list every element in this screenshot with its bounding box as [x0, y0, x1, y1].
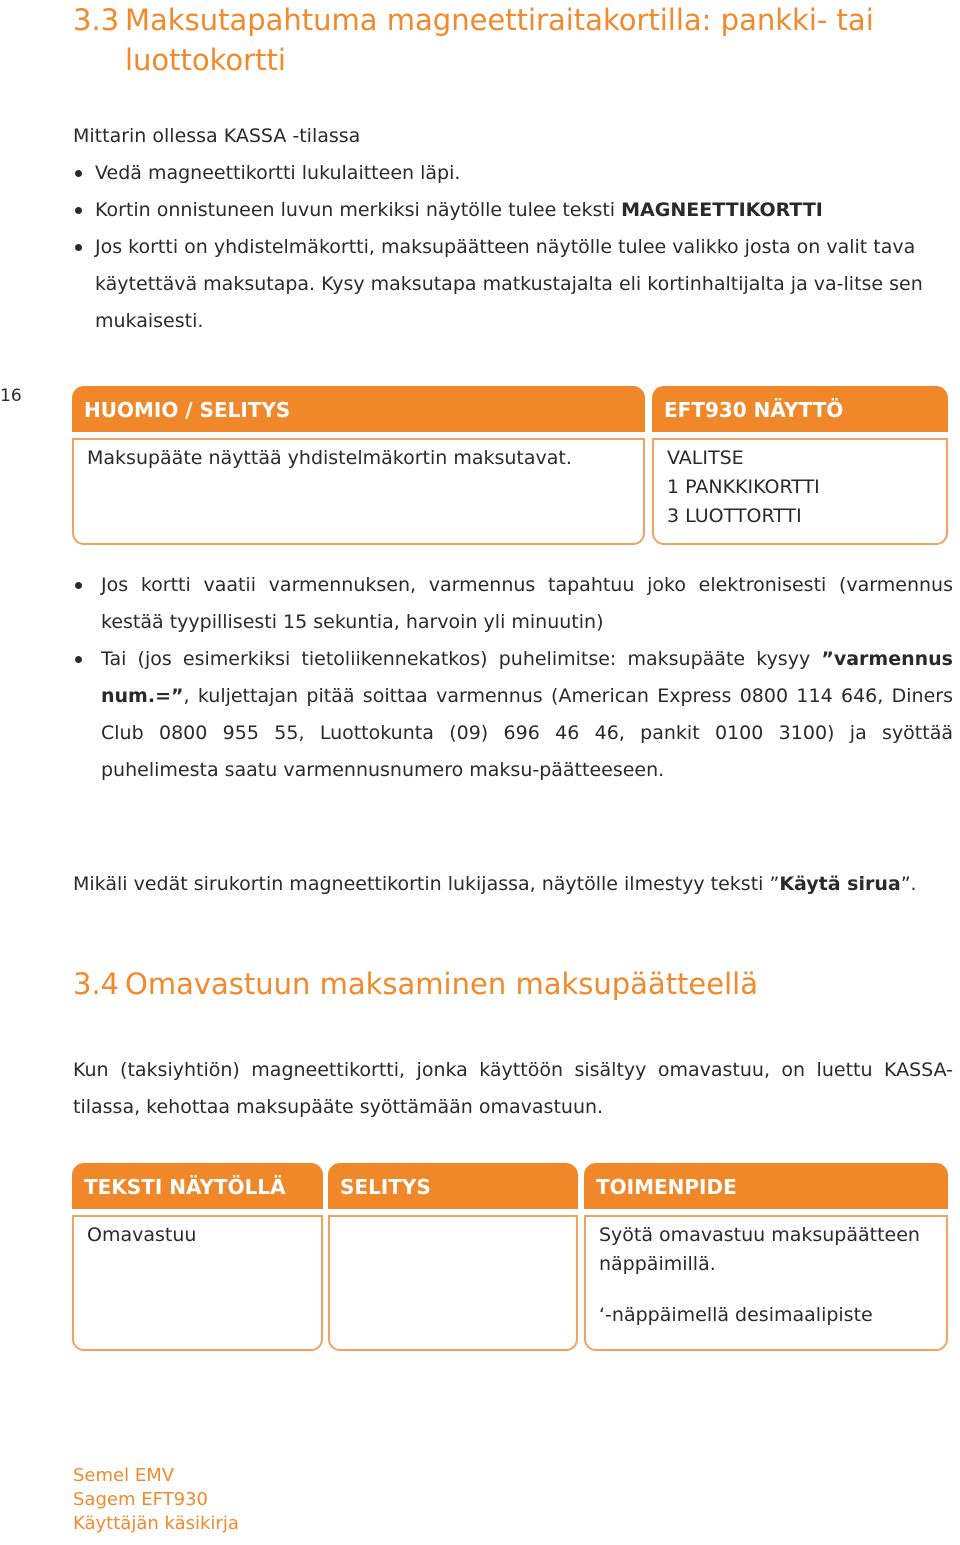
section-number: 3.4	[73, 967, 120, 1001]
list-item: Kortin onnistuneen luvun merkiksi näytölle tulee teksti MAGNEETTIKORTTI	[73, 192, 953, 229]
note-box-header: HUOMIO / SELITYS	[72, 386, 645, 432]
section-number: 3.3	[73, 3, 120, 37]
cell-text: ‘-näppäimellä desimaalipiste	[599, 1304, 873, 1326]
note-box-body	[72, 438, 645, 545]
cell-text: Syötä omavastuu maksupäätteen näppäimillä.	[599, 1224, 920, 1275]
col-body	[584, 1215, 948, 1351]
table-col-screen-text	[72, 1163, 323, 1351]
col-body	[328, 1215, 578, 1351]
page-number: 16	[0, 386, 22, 406]
eft930-display-body	[652, 438, 948, 545]
intro-text: Mittarin ollessa KASSA -tilassa	[73, 125, 361, 147]
footer-line: Semel EMV	[73, 1465, 175, 1486]
section-title-line2: luottokortti	[125, 43, 286, 77]
section-3-4-text: Kun (taksiyhtiön) magneettikortti, jonka käyttöön sisältyy omavastuu, on luettu KASSA-tilassa, kehottaa maksupääte syöttämään omavastuun.	[73, 1059, 953, 1118]
varmennus-prompt: ”varmennus num.=”	[101, 648, 953, 707]
col-body	[72, 1215, 323, 1351]
list-item: Jos kortti on yhdistelmäkortti, maksupäätteen näytölle tulee valikko josta on valit tava käytettävä maksutapa. Kysy maksutapa matkustajalta eli kortinhaltijalta ja va-litse sen mukaisesti.	[73, 229, 953, 340]
list-item: Vedä magneettikortti lukulaitteen läpi.	[73, 155, 953, 192]
display-line: VALITSE	[667, 447, 744, 469]
list-item: Tai (jos esimerkiksi tietoliikennekatkos) puhelimitse: maksupääte kysyy ”varmennus num.=”, kuljettajan pitää soittaa varmennus (American Express 0800 114 646, Diners Club 0800 955 55, Luottokunta (09) 696 46 46, pankit 0100 3100) ja syöttää puhelimesta saatu varmennusnumero maksu-päätteeseen.	[73, 641, 953, 789]
cell-text: Omavastuu	[87, 1224, 197, 1246]
section-title-line1: Maksutapahtuma magneettiraitakortilla: pankki- tai	[125, 3, 874, 37]
note-box-text: Maksupääte näyttää yhdistelmäkortin maksutavat.	[87, 447, 572, 469]
display-line: 1 PANKKIKORTTI	[667, 476, 820, 498]
table-col-action	[584, 1163, 948, 1351]
note-box	[72, 386, 645, 545]
col-header: TOIMENPIDE	[584, 1163, 948, 1209]
footer-line: Käyttäjän käsikirja	[73, 1513, 239, 1534]
display-line: 3 LUOTTORTTI	[667, 505, 802, 527]
section-3-3-title	[73, 0, 874, 80]
footer-line: Sagem EFT930	[73, 1489, 208, 1510]
col-header: TEKSTI NÄYTÖLLÄ	[72, 1163, 323, 1209]
section-3-4-title	[73, 964, 758, 1004]
eft930-display-box	[652, 386, 948, 545]
footer	[73, 1464, 239, 1536]
bullet-list-1	[73, 155, 953, 340]
table-col-explanation	[328, 1163, 578, 1351]
col-header: SELITYS	[328, 1163, 578, 1209]
magneettikortti-label: MAGNEETTIKORTTI	[621, 199, 823, 221]
section-title: Omavastuun maksaminen maksupäätteellä	[125, 967, 759, 1001]
kayta-sirua-label: Käytä sirua	[779, 873, 901, 895]
eft930-display-header: EFT930 NÄYTTÖ	[652, 386, 948, 432]
list-item: Jos kortti vaatii varmennuksen, varmennus tapahtuu joko elektronisesti (varmennus kestää tyypillisesti 15 sekuntia, harvoin yli minuutin)	[73, 567, 953, 641]
chip-note: Mikäli vedät sirukortin magneettikortin lukijassa, näytölle ilmestyy teksti ”Käytä sirua”.	[73, 873, 917, 895]
bullet-list-2	[73, 567, 953, 789]
